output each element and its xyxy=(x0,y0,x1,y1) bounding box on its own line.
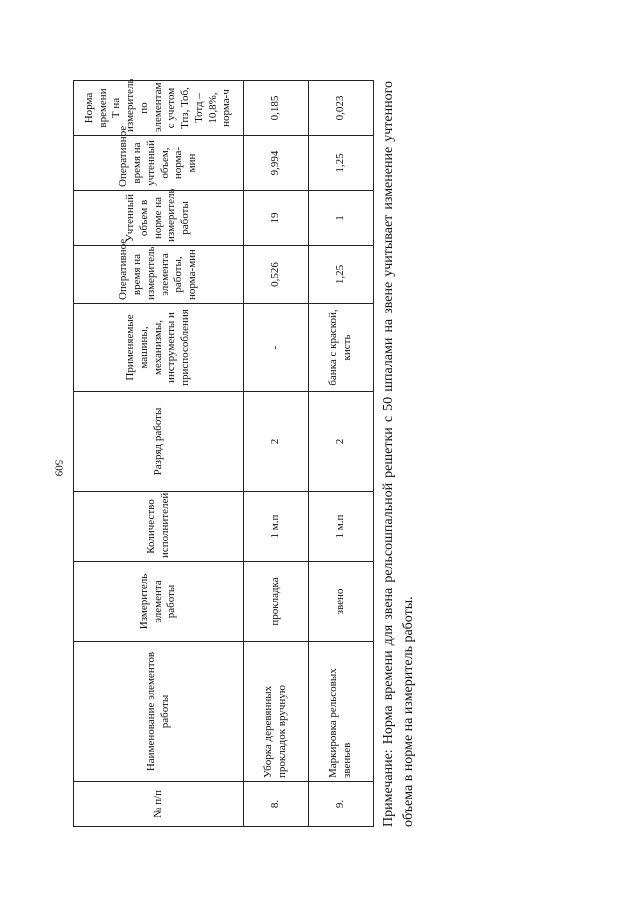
note-text: Примечание: Норма времени для звена рельсошпальной решетки с 50 шпалами на звене учитывает изменение учтенного объема в норме на измеритель работы. xyxy=(381,81,417,827)
cell-workers: 1 м.п xyxy=(309,492,374,562)
table-row xyxy=(244,81,309,827)
cell-element-name: Уборка деревянных прокладок вручную xyxy=(244,642,309,782)
work-elements-table xyxy=(73,80,374,827)
cell-operative-time-volume: 9,994 xyxy=(244,136,309,191)
header-time-norm: Норма времени Т на измеритель по элементам с учетом Тпз, Тоб, Тотд – 10,8%, норма-ч xyxy=(74,81,244,136)
table-header-row xyxy=(74,81,244,827)
cell-num: 8. xyxy=(244,782,309,827)
cell-operative-time-volume: 1,25 xyxy=(309,136,374,191)
table-row xyxy=(309,81,374,827)
cell-accounted-volume: 1 xyxy=(309,191,374,246)
cell-time-norm: 0,185 xyxy=(244,81,309,136)
page-number: 509 xyxy=(52,459,65,477)
cell-operative-time: 0,526 xyxy=(244,246,309,304)
cell-num: 9. xyxy=(309,782,374,827)
header-num: № п/п xyxy=(74,782,244,827)
cell-unit: прокладка xyxy=(244,562,309,642)
header-unit: Измеритель элемента работы xyxy=(74,562,244,642)
cell-time-norm: 0,023 xyxy=(309,81,374,136)
cell-machines: банка с краской, кисть xyxy=(309,304,374,392)
cell-unit: звено xyxy=(309,562,374,642)
header-machines: Применяемые машины, механизмы, инструменты и приспособления xyxy=(74,304,244,392)
cell-machines: - xyxy=(244,304,309,392)
header-operative-time: Оперативное время на измеритель элемента работы, норма-мин xyxy=(74,246,244,304)
header-accounted-volume: Учтенный объем в норме на измеритель работы xyxy=(74,191,244,246)
header-element-name: Наименование элементов работы xyxy=(74,642,244,782)
cell-element-name: Маркировка рельсовых звеньев xyxy=(309,642,374,782)
cell-grade: 2 xyxy=(244,392,309,492)
header-workers: Количество исполнителей xyxy=(74,492,244,562)
rotated-sheet xyxy=(73,78,445,827)
cell-operative-time: 1,25 xyxy=(309,246,374,304)
cell-workers: 1 м.п xyxy=(244,492,309,562)
cell-grade: 2 xyxy=(309,392,374,492)
header-grade: Разряд работы xyxy=(74,392,244,492)
header-operative-time-volume: Оперативное время на учтенный объем, норма-мин xyxy=(74,136,244,191)
cell-accounted-volume: 19 xyxy=(244,191,309,246)
